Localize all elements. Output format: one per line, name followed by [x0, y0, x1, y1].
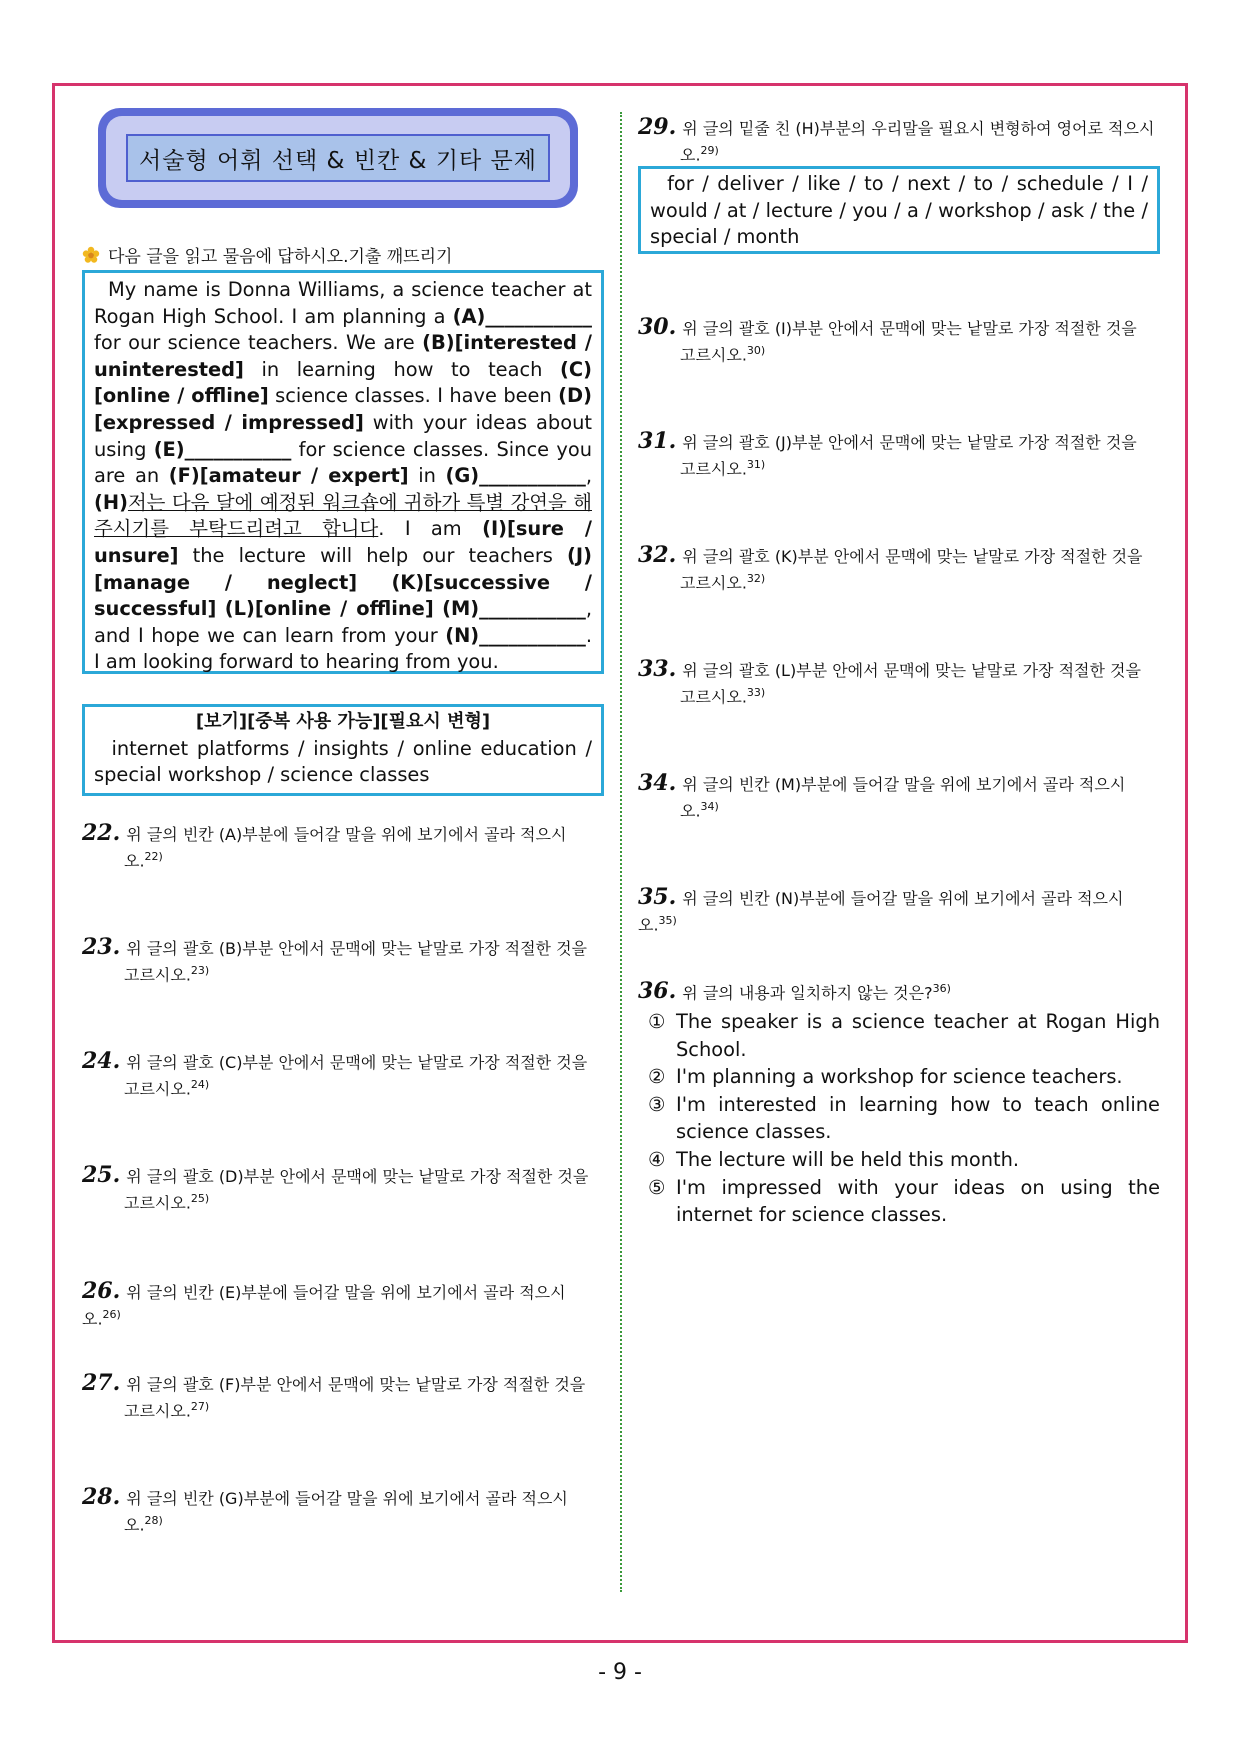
- question-33: [638, 658, 1160, 708]
- option-text: The lecture will be held this month.: [676, 1147, 1020, 1171]
- question-text: 위 글의 괄호 (B)부분 안에서 문맥에 맞는 낱말로 가장 적절한 것을: [126, 939, 588, 958]
- footnote-ref: 33): [746, 686, 766, 699]
- question-text-cont: 고르시오.: [680, 687, 747, 707]
- question-number: 32.: [638, 542, 677, 568]
- footnote-ref: 27): [190, 1400, 210, 1413]
- question-text: 위 글의 빈칸 (E)부분에 들어갈 말을 위에 보기에서 골라 적으시오.: [82, 1283, 566, 1329]
- footnote-ref: 34): [700, 800, 719, 813]
- footnote-ref: 22): [144, 850, 163, 863]
- question-text-cont: 오.: [124, 851, 145, 871]
- question-text-cont: 고르시오.: [124, 965, 191, 985]
- option-text: I'm impressed with your ideas on using the internet for science classes.: [676, 1175, 1160, 1227]
- question-25: [82, 1164, 604, 1214]
- question-35: [638, 886, 1160, 936]
- question-number: 31.: [638, 428, 677, 454]
- instruction-line: [82, 242, 452, 267]
- passage-text: My name is Donna Williams, a science teacher at Rogan High School. I am planning a: [94, 278, 593, 328]
- footnote-ref: 29): [700, 144, 719, 157]
- question-text-cont: 고르시오.: [680, 345, 747, 365]
- question-number: 22.: [82, 820, 121, 846]
- passage-text: in: [408, 464, 446, 488]
- footnote-ref: 32): [746, 572, 766, 585]
- option-3[interactable]: [648, 1091, 1160, 1146]
- question-text: 위 글의 괄호 (L)부분 안에서 문맥에 맞는 낱말로 가장 적절한 것을: [682, 661, 1141, 680]
- option-text: I'm interested in learning how to teach online science classes.: [676, 1092, 1160, 1144]
- question-text-cont: 고르시오.: [124, 1079, 191, 1099]
- passage-text: . I am: [378, 517, 483, 541]
- passage-text: with your ideas about using: [94, 410, 592, 461]
- blank-n: (N)___________: [445, 623, 586, 647]
- question-23: [82, 936, 604, 986]
- question-number: 23.: [82, 934, 121, 960]
- question-30: [638, 316, 1160, 366]
- option-5[interactable]: [648, 1174, 1160, 1229]
- footnote-ref: 35): [658, 914, 677, 927]
- question-text: 위 글의 빈칸 (A)부분에 들어갈 말을 위에 보기에서 골라 적으시: [126, 825, 567, 844]
- question-31: [638, 430, 1160, 480]
- blank-e: (E)___________: [153, 437, 292, 461]
- footnote-ref: 23): [190, 964, 210, 977]
- question-number: 26.: [82, 1278, 121, 1304]
- choice-l: (L)[online / offline]: [224, 597, 434, 621]
- question-text-cont: 고르시오.: [124, 1193, 191, 1213]
- underlined-h: 저는 다음 달에 예정된 워크숍에 귀하가 특별 강연을 해 주시기를 부탁드리려고 합니다: [94, 490, 592, 541]
- word-bank-title: [보기][중복 사용 가능][필요시 변형]: [195, 711, 491, 732]
- answer-options: [648, 1008, 1160, 1229]
- passage-text: , and I hope we can learn from your: [94, 597, 592, 647]
- option-text: I'm planning a workshop for science teachers.: [676, 1065, 1123, 1089]
- question-number: 28.: [82, 1484, 121, 1510]
- question-29: [638, 116, 1160, 166]
- option-marker: ①: [648, 1010, 666, 1033]
- option-marker: ③: [648, 1092, 666, 1116]
- question-32: [638, 544, 1160, 594]
- question-text: 위 글의 빈칸 (N)부분에 들어갈 말을 위에 보기에서 골라 적으시오.: [638, 889, 1124, 935]
- question-text: 위 글의 빈칸 (M)부분에 들어갈 말을 위에 보기에서 골라 적으시: [682, 775, 1126, 794]
- footnote-ref: 26): [102, 1308, 121, 1321]
- blank-a: (A)___________: [452, 304, 592, 328]
- question-number: 35.: [638, 884, 677, 910]
- question-text: 위 글의 괄호 (D)부분 안에서 문맥에 맞는 낱말로 가장 적절한 것을: [126, 1167, 589, 1186]
- choice-j: (J)[manage / neglect]: [94, 543, 592, 594]
- section-title-mid: [106, 116, 570, 200]
- passage-text: science classes. I have been: [268, 384, 559, 408]
- passage-text: [216, 597, 224, 620]
- option-marker: ②: [648, 1065, 666, 1089]
- word-bank-box: [82, 704, 604, 796]
- question-number: 30.: [638, 314, 677, 340]
- question-number: 34.: [638, 770, 677, 796]
- reading-passage: [82, 270, 604, 674]
- choice-f: (F)[amateur / expert]: [168, 464, 409, 488]
- section-title: 서술형 어휘 선택 & 빈칸 & 기타 문제: [126, 134, 550, 182]
- question-24: [82, 1050, 604, 1100]
- question-number: 29.: [638, 114, 677, 140]
- section-title-banner: [98, 108, 578, 208]
- passage-text: ,: [585, 464, 592, 488]
- scrambled-words-box: [638, 166, 1160, 254]
- question-text: 위 글의 괄호 (J)부분 안에서 문맥에 맞는 낱말로 가장 적절한 것을: [682, 433, 1137, 452]
- question-number: 36.: [638, 978, 677, 1005]
- choice-d: (D)[expressed / impressed]: [94, 384, 592, 434]
- page-number: - 9 -: [598, 1660, 642, 1685]
- question-text: 위 글의 괄호 (C)부분 안에서 문맥에 맞는 낱말로 가장 적절한 것을: [126, 1053, 588, 1072]
- question-text: 위 글의 빈칸 (G)부분에 들어갈 말을 위에 보기에서 골라 적으시: [126, 1489, 568, 1508]
- question-number: 27.: [82, 1370, 121, 1396]
- question-number: 33.: [638, 656, 677, 682]
- question-text-cont: 오.: [124, 1515, 145, 1535]
- label-h: (H): [94, 490, 128, 514]
- question-text: 위 글의 내용과 일치하지 않는 것은?: [682, 983, 933, 1003]
- choice-k: (K)[successive / successful]: [94, 570, 593, 621]
- scrambled-words: for / deliver / like / to / next / to / schedule / I / would / at / lecture / you / a / workshop / ask / the / special / month: [650, 172, 1149, 249]
- footnote-ref: 30): [746, 344, 766, 357]
- word-bank-items: internet platforms / insights / online education / special workshop / science classes: [94, 736, 593, 787]
- question-34: [638, 772, 1160, 822]
- choice-b: (B)[interested / uninterested]: [94, 331, 592, 381]
- question-number: 25.: [82, 1162, 121, 1188]
- passage-text: [357, 571, 391, 594]
- passage-text: . I am looking forward to hearing from you.: [94, 623, 592, 674]
- question-text-cont: 오.: [680, 801, 701, 821]
- option-marker: ⑤: [648, 1175, 666, 1199]
- blank-m: (M)___________: [442, 597, 586, 621]
- question-text-cont: 고르시오.: [680, 573, 747, 593]
- question-text: 위 글의 괄호 (I)부분 안에서 문맥에 맞는 낱말로 가장 적절한 것을: [682, 319, 1137, 338]
- question-22: [82, 822, 604, 872]
- instruction-text: 다음 글을 읽고 물음에 답하시오.기출 깨뜨리기: [108, 247, 453, 267]
- passage-text: [434, 597, 442, 620]
- choice-c: (C)[online / offline]: [94, 357, 592, 408]
- footnote-ref: 24): [190, 1078, 210, 1091]
- word-bank-text: [94, 736, 592, 789]
- question-27: [82, 1372, 604, 1422]
- question-text-cont: 고르시오.: [124, 1401, 191, 1421]
- blank-g: (G)___________: [445, 464, 586, 488]
- question-text-cont: 오.: [680, 145, 701, 165]
- passage-text: for our science teachers. We are: [94, 331, 423, 355]
- question-number: 24.: [82, 1048, 121, 1074]
- passage-text: the lecture will help our teachers: [178, 543, 568, 567]
- question-text: 위 글의 밑줄 친 (H)부분의 우리말을 필요시 변형하여 영어로 적으시: [682, 119, 1155, 138]
- question-text: 위 글의 괄호 (F)부분 안에서 문맥에 맞는 낱말로 가장 적절한 것을: [126, 1375, 586, 1394]
- footnote-ref: 31): [746, 458, 766, 471]
- question-text-cont: 고르시오.: [680, 459, 747, 479]
- option-marker: ④: [648, 1147, 666, 1171]
- passage-text: in learning how to teach: [243, 357, 561, 381]
- question-36: [638, 978, 1160, 1004]
- option-4[interactable]: [648, 1146, 1160, 1174]
- footnote-ref: 25): [190, 1192, 210, 1205]
- option-text: The speaker is a science teacher at Rogan High School.: [676, 1010, 1160, 1061]
- footnote-ref: 28): [144, 1514, 163, 1527]
- footnote-ref: 36): [932, 982, 951, 995]
- question-28: [82, 1486, 604, 1536]
- option-2[interactable]: [648, 1063, 1160, 1091]
- column-divider: [620, 112, 622, 1592]
- question-26: [82, 1280, 604, 1330]
- choice-i: (I)[sure / unsure]: [94, 517, 592, 567]
- option-1[interactable]: [648, 1008, 1160, 1063]
- passage-text: for science classes. Since you are an: [94, 437, 592, 488]
- question-text: 위 글의 괄호 (K)부분 안에서 문맥에 맞는 낱말로 가장 적절한 것을: [682, 547, 1143, 566]
- flower-icon: [82, 246, 100, 264]
